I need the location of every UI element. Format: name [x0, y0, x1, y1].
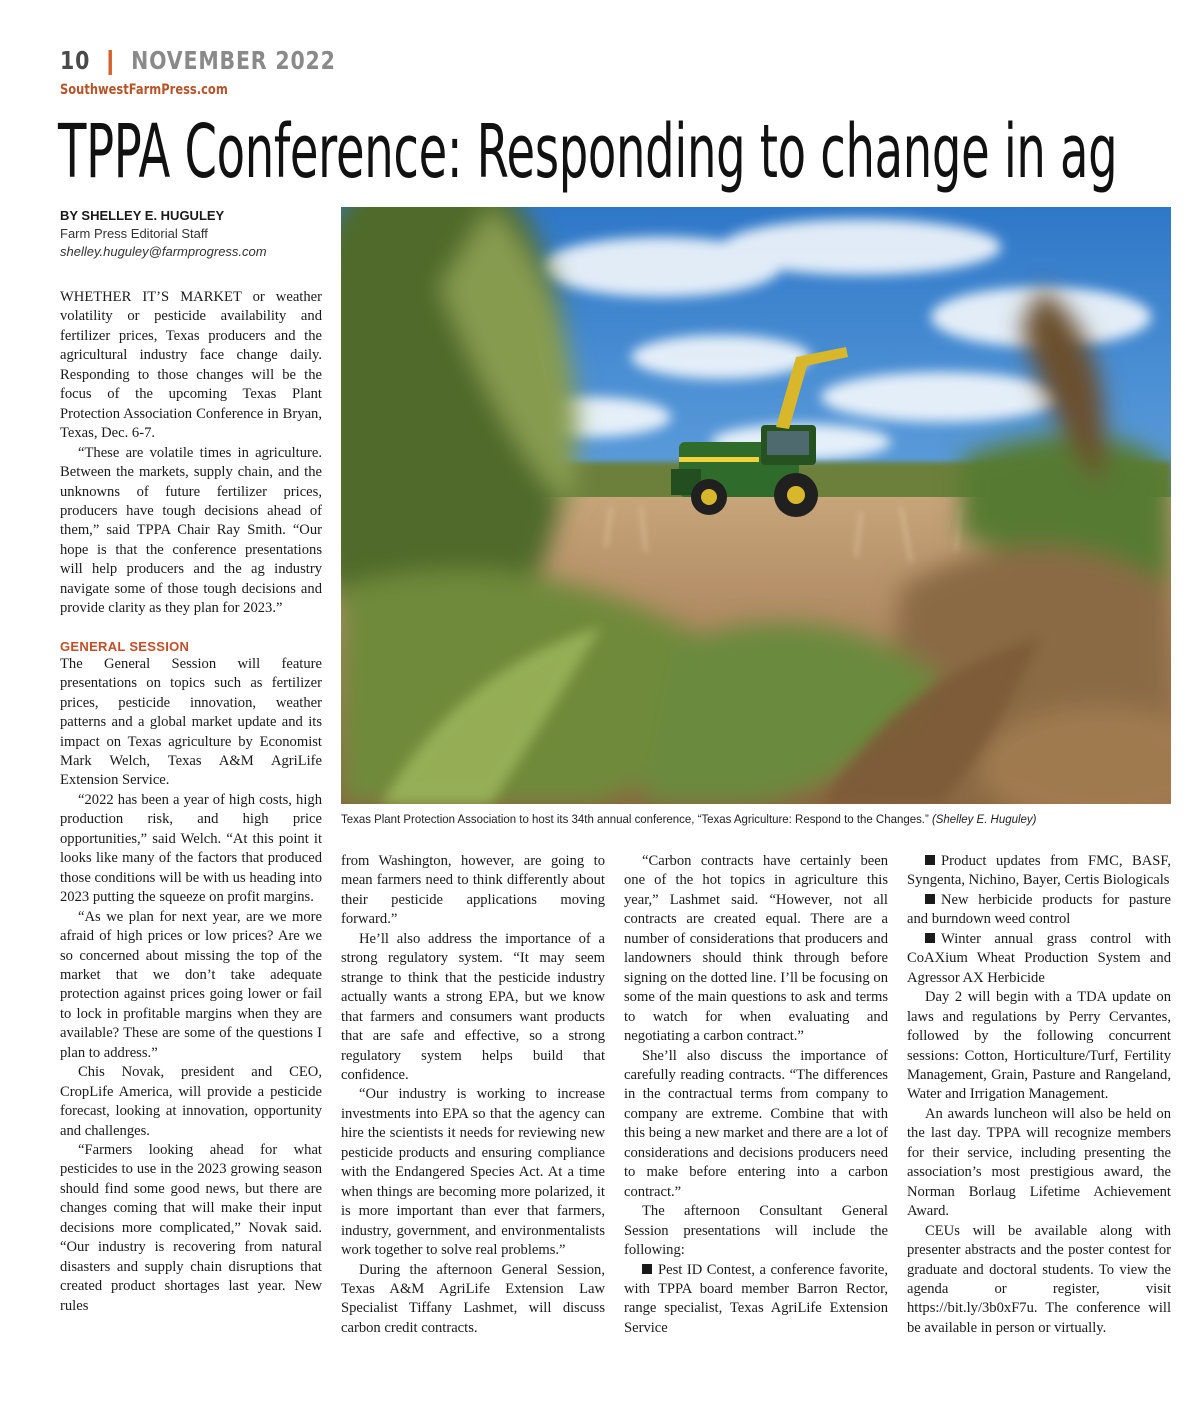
paragraph: The General Session will feature presentations on topics such as fertilizer prices, pesticide innovation, weather patterns and a global market update and its impact on Texas agriculture by Economist Mark Welch, Texas A&M AgriLife Extension Service.: [60, 655, 322, 789]
paragraph: “2022 has been a year of high costs, high production risk, and high price opportunities,” said Welch. “At this point it looks like many of the factors that produced those conditions will be with us heading into 2023 putting the squeeze on profit margins.: [60, 791, 322, 906]
article-column-4: [907, 852, 1171, 1338]
page-number: 10: [60, 46, 91, 75]
paragraph: “These are volatile times in agriculture. Between the markets, supply chain, and the unknowns of future fertilizer prices, producers have tough decisions ahead of them,” said TPPA Chair Ray Smith. “Our hope is that the conference presentations will help producers and the ag industry navigate some of those tough decisions and provide clarity as they plan for 2023.”: [60, 444, 322, 617]
paragraph: from Washington, however, are going to mean farmers need to think differently about their pesticide applications moving forward.”: [341, 853, 605, 928]
author-email[interactable]: shelley.huguley@farmprogress.com: [60, 244, 267, 259]
caption-text: Texas Plant Protection Association to host its 34th annual conference, “Texas Agriculture: Respond to the Changes.”: [341, 812, 929, 826]
paragraph: “Carbon contracts have certainly been one of the hot topics in agriculture this year,” Lashmet said. “However, not all contracts are created equal. There are a number of considerations that producers and landowners should think through before signing on the dotted line. I’ll be focusing on some of the main questions to ask and terms to watch for when evaluating and negotiating a carbon contract.”: [624, 853, 888, 1045]
square-bullet-icon: [925, 855, 935, 865]
website-link[interactable]: SouthwestFarmPress.com: [60, 82, 228, 98]
paragraph: Chis Novak, president and CEO, CropLife America, will provide a pesticide forecast, looking at innovation, opportunity and challenges.: [60, 1064, 322, 1139]
article-column-2: [341, 852, 605, 1338]
paragraph: During the afternoon General Session, Texas A&M AgriLife Extension Law Specialist Tiffany Lashmet, will discuss carbon credit contracts.: [341, 1261, 605, 1336]
bullet-text: Winter annual grass control with CoAXium Wheat Production System and Agressor AX Herbicide: [907, 930, 1171, 986]
issue-date: NOVEMBER 2022: [131, 46, 336, 75]
article-headline: TPPA Conference: Responding to change in ag: [58, 109, 1118, 195]
paragraph: She’ll also discuss the importance of carefully reading contracts. “The differences in the contractual terms from company to company are extreme. Combine that with this being a new market and there are a lot of considerations and decisions producers need to make before entering into a carbon contract.”: [624, 1047, 888, 1200]
square-bullet-icon: [925, 894, 935, 904]
bullet-text: New herbicide products for pasture and burndown weed control: [907, 891, 1171, 928]
paragraph: An awards luncheon will also be held on the last day. TPPA will recognize members for their service, including presenting the association’s most prestigious award, the Norman Borlaug Lifetime Achievement Award.: [907, 1105, 1171, 1220]
bullet-item: [907, 852, 1171, 891]
article-column-1: [60, 288, 322, 1316]
bullet-item: [624, 1261, 888, 1339]
subhead-general-session: GENERAL SESSION: [60, 638, 190, 654]
paragraph: The afternoon Consultant General Session presentations will include the following:: [624, 1203, 888, 1259]
square-bullet-icon: [642, 1264, 652, 1274]
paragraph: He’ll also address the importance of a strong regulatory system. “It may seem strange to think that the pesticide industry actually wants a strong EPA, but we know that farmers and consumers want products that are safe and effective, so a strong regulatory system helps build that confidence.: [341, 930, 605, 1083]
article-photo: [341, 207, 1171, 804]
bullet-text: Product updates from FMC, BASF, Syngenta, Nichino, Bayer, Certis Biologicals: [907, 853, 1171, 889]
photo-caption: [341, 812, 1121, 826]
folio-divider: ❙: [101, 46, 120, 75]
paragraph: Day 2 will begin with a TDA update on laws and regulations by Perry Cervantes, followed by the following concurrent sessions: Cotton, Horticulture/Turf, Fertility Management, Grain, Pasture and Rangeland, Water and Irrigation Management.: [907, 989, 1171, 1103]
byline: BY SHELLEY E. HUGULEY: [60, 208, 225, 223]
bullet-item: [907, 930, 1171, 988]
author-affiliation: Farm Press Editorial Staff: [60, 226, 208, 241]
paragraph: WHETHER IT’S MARKET or weather volatility or pesticide availability and fertilizer prices, Texas producers and the agricultural industry face change daily. Responding to those changes will be the focus of the upcoming Texas Plant Protection Association Conference in Bryan, Texas, Dec. 6-7.: [60, 289, 322, 442]
article-column-3: [624, 852, 888, 1338]
paragraph: “Our industry is working to increase investments into EPA so that the agency can hire the scientists it needs for reviewing new pesticide products and ensuring compliance with the Endangered Species Act. At a time when things are becoming more polarized, it is more important than ever that farmers, industry, government, and environmentalists work together to solve real problems.”: [341, 1086, 605, 1259]
paragraph: “As we plan for next year, are we more afraid of high prices or low prices? Are we so concerned about missing the top of the market that we don’t take adequate protection against prices going lower or fail to lock in profitable margins when they are available? These are some of the questions I plan to address.”: [60, 908, 322, 1061]
page-folio: [60, 46, 336, 75]
bullet-item: [907, 891, 1171, 930]
square-bullet-icon: [925, 933, 935, 943]
bullet-text: Pest ID Contest, a conference favorite, with TPPA board member Barron Rector, range specialist, Texas AgriLife Extension Service: [624, 1261, 888, 1336]
paragraph: CEUs will be available along with presenter abstracts and the poster contest for graduate and doctoral students. To view the agenda or register, visit https://bit.ly/3b0xF7u. The conference will be available in person or virtually.: [907, 1222, 1171, 1336]
photo-credit: (Shelley E. Huguley): [931, 812, 1037, 826]
harvester-photo-illustration: [341, 207, 1171, 804]
paragraph: “Farmers looking ahead for what pesticides to use in the 2023 growing season should find some good news, but there are changes coming that will make their input decisions more complicated,” Novak said. “Our industry is recovering from natural disasters and supply chain disruptions that created product shortages last year. New rules: [60, 1142, 322, 1314]
